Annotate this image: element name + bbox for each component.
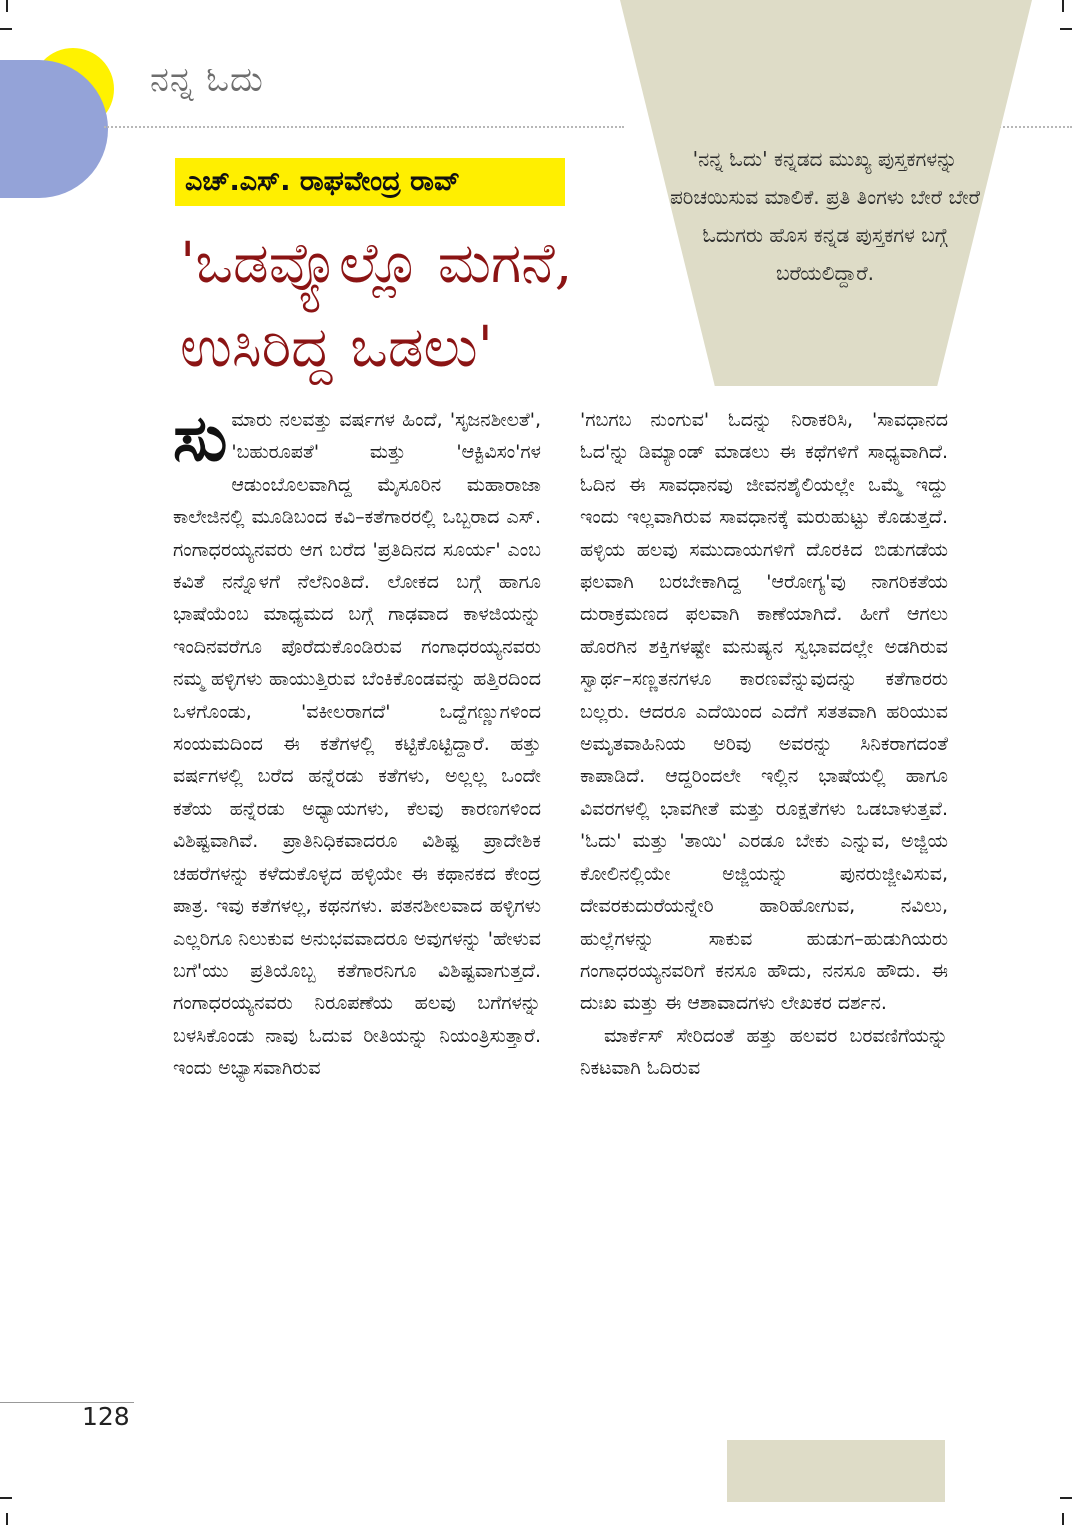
column-text: ಮಾರು ನಲವತ್ತು ವರ್ಷಗಳ ಹಿಂದೆ, 'ಸೃಜನಶೀಲತೆ', 'ಬಹುರೂಪತೆ' ಮತ್ತು 'ಆಕ್ಟಿವಿಸಂ'ಗಳ ಆಡುಂಬೊಲವಾಗಿದ್ದ ಮೈಸೂರಿನ ಮಹಾರಾಜಾ ಕಾಲೇಜಿನಲ್ಲಿ ಮೂಡಿಬಂದ ಕವಿ–ಕತೆಗಾರರಲ್ಲಿ ಒಬ್ಬರಾದ ಎಸ್. ಗಂಗಾಧರಯ್ಯನವರು ಆಗ ಬರೆದ 'ಪ್ರತಿದಿನದ ಸೂರ್ಯ' ಎಂಬ ಕವಿತೆ ನನ್ನೊಳಗೆ ನೆಲೆನಿಂತಿದೆ. ಲೋಕದ ಬಗ್ಗೆ ಹಾಗೂ ಭಾಷೆಯೆಂಬ ಮಾಧ್ಯಮದ ಬಗ್ಗೆ ಗಾಢವಾದ ಕಾಳಜಿಯನ್ನು ಇಂದಿನವರೆಗೂ ಪೊರೆದುಕೊಂಡಿರುವ ಗಂಗಾಧರಯ್ಯನವರು ನಮ್ಮ ಹಳ್ಳಿಗಳು ಹಾಯುತ್ತಿರುವ ಬೆಂಕಿಕೊಂಡವನ್ನು ಹತ್ತಿರದಿಂದ ಒಳಗೊಂಡು, 'ವಕೀಲರಾಗದೆ' ಒದ್ದೆಗಣ್ಣುಗಳಿಂದ ಸಂಯಮದಿಂದ ಈ ಕತೆಗಳಲ್ಲಿ ಕಟ್ಟಿಕೊಟ್ಟಿದ್ದಾರೆ. ಹತ್ತು ವರ್ಷಗಳಲ್ಲಿ ಬರೆದ ಹನ್ನೆರಡು ಕತೆಗಳು, ಅಲ್ಲಲ್ಲ ಒಂದೇ ಕತೆಯ ಹನ್ನೆರಡು ಅಧ್ಯಾಯಗಳು, ಕೆಲವು ಕಾರಣಗಳಿಂದ ವಿಶಿಷ್ಟವಾಗಿವೆ. ಪ್ರಾತಿನಿಧಿಕವಾದರೂ ವಿಶಿಷ್ಟ ಪ್ರಾದೇಶಿಕ ಚಹರೆಗಳನ್ನು ಕಳೆದುಕೊಳ್ಳದ ಹಳ್ಳಿಯೇ ಈ ಕಥಾನಕದ ಕೇಂದ್ರ ಪಾತ್ರ. ಇವು ಕತೆಗಳಲ್ಲ, ಕಥನಗಳು. ಪತನಶೀಲವಾದ ಹಳ್ಳಿಗಳು ಎಲ್ಲರಿಗೂ ನಿಲುಕುವ ಅನುಭವವಾದರೂ ಅವುಗಳನ್ನು 'ಹೇಳುವ ಬಗೆ'ಯು ಪ್ರತಿಯೊಬ್ಬ ಕತೆಗಾರನಿಗೂ ವಿಶಿಷ್ಟವಾಗುತ್ತದೆ. ಗಂಗಾಧರಯ್ಯನವರು ನಿರೂಪಣೆಯ ಹಲವು ಬಗೆಗಳನ್ನು ಬಳಸಿಕೊಂಡು ನಾವು ಓದುವ ರೀತಿಯನ್ನು ನಿಯಂತ್ರಿಸುತ್ತಾರೆ. ಇಂದು ಅಭ್ಯಾಸವಾಗಿರುವ (173, 409, 541, 1080)
paragraph: 'ಗಬಗಬ ನುಂಗುವ' ಓದನ್ನು ನಿರಾಕರಿಸಿ, 'ಸಾವಧಾನದ ಓದ'ನ್ನು ಡಿಮ್ಯಾಂಡ್ ಮಾಡಲು ಈ ಕಥೆಗಳಿಗೆ ಸಾಧ್ಯವಾಗಿದೆ. ಓದಿನ ಈ ಸಾವಧಾನವು ಜೀವನಶೈಲಿಯಲ್ಲೇ ಒಮ್ಮೆ ಇದ್ದು ಇಂದು ಇಲ್ಲವಾಗಿರುವ ಸಾವಧಾನಕ್ಕೆ ಮರುಹುಟ್ಟು ಕೊಡುತ್ತದೆ. ಹಳ್ಳಿಯ ಹಲವು ಸಮುದಾಯಗಳಿಗೆ ದೊರಕಿದ ಬಿಡುಗಡೆಯ ಫಲವಾಗಿ ಬರಬೇಕಾಗಿದ್ದ 'ಆರೋಗ್ಯ'ವು ನಾಗರಿಕತೆಯ ದುರಾಕ್ರಮಣದ ಫಲವಾಗಿ ಕಾಣೆಯಾಗಿದೆ. ಹೀಗೆ ಆಗಲು ಹೊರಗಿನ ಶಕ್ತಿಗಳಷ್ಟೇ ಮನುಷ್ಯನ ಸ್ವಭಾವದಲ್ಲೇ ಅಡಗಿರುವ ಸ್ವಾರ್ಥ–ಸಣ್ಣತನಗಳೂ ಕಾರಣವೆನ್ನುವುದನ್ನು ಕತೆಗಾರರು ಬಲ್ಲರು. ಆದರೂ ಎದೆಯಿಂದ ಎದೆಗೆ ಸತತವಾಗಿ ಹರಿಯುವ ಅಮೃತವಾಹಿನಿಯ ಅರಿವು ಅವರನ್ನು ಸಿನಿಕರಾಗದಂತೆ ಕಾಪಾಡಿದೆ. ಆದ್ದರಿಂದಲೇ ಇಲ್ಲಿನ ಭಾಷೆಯಲ್ಲಿ ಹಾಗೂ ವಿವರಗಳಲ್ಲಿ ಭಾವಗೀತೆ ಮತ್ತು ರೂಕ್ಷತೆಗಳು ಒಡಬಾಳುತ್ತವೆ. 'ಓದು' ಮತ್ತು 'ತಾಯಿ' ಎರಡೂ ಬೇಕು ಎನ್ನುವ, ಅಜ್ಜಿಯ ಕೋಲಿನಲ್ಲಿಯೇ ಅಜ್ಜಿಯನ್ನು ಪುನರುಜ್ಜೀವಿಸುವ, ದೇವರಕುದುರೆಯನ್ನೇರಿ ಹಾರಿಹೋಗುವ, ನವಿಲು, ಹುಲ್ಲೆಗಳನ್ನು ಸಾಕುವ ಹುಡುಗ–ಹುಡುಗಿಯರು ಗಂಗಾಧರಯ್ಯನವರಿಗೆ ಕನಸೂ ಹೌದು, ನನಸೂ ಹೌದು. ಈ ದುಃಖ ಮತ್ತು ಈ ಆಶಾವಾದಗಳು ಲೇಖಕರ ದರ್ಶನ. (580, 409, 948, 1015)
dotted-divider (104, 126, 624, 128)
crop-mark (6, 0, 8, 12)
crop-mark (0, 28, 12, 30)
article-column-right (580, 404, 948, 1085)
author-name: ಎಚ್.ಎಸ್. ರಾಘವೇಂದ್ರ ರಾವ್ (185, 166, 461, 197)
headline-line: 'ಒಡವ್ಯೊಲ್ಲೊ ಮಗನೆ, (180, 231, 573, 296)
article-column-left (173, 404, 541, 1085)
paragraph: ಮಾರ್ಕೆಸ್ ಸೇರಿದಂತೆ ಹತ್ತು ಹಲವರ ಬರವಣಿಗೆಯನ್ನು ನಿಕಟವಾಗಿ ಓದಿರುವ (580, 1024, 948, 1080)
page-number: 128 (82, 1402, 130, 1431)
drop-cap: ಸು (173, 402, 228, 476)
headline-line: ಉಸಿರಿದ್ದ ಒಡಲು' (180, 315, 494, 380)
crop-mark (1062, 0, 1064, 12)
crop-mark (0, 1497, 12, 1499)
crop-mark (1060, 1497, 1072, 1499)
crop-mark (1062, 1513, 1064, 1525)
article-headline (180, 222, 640, 390)
decorative-footer-box (727, 1440, 945, 1502)
intro-text: 'ನನ್ನ ಓದು' ಕನ್ನಡದ ಮುಖ್ಯ ಪುಸ್ತಕಗಳನ್ನು ಪರಿಚಯಿಸುವ ಮಾಲಿಕೆ. ಪ್ರತಿ ತಿಂಗಳು ಬೇರೆ ಬೇರೆ ಓದುಗರು ಹೊಸ ಕನ್ನಡ ಪುಸ್ತಕಗಳ ಬಗ್ಗೆ ಬರೆಯಲಿದ್ದಾರೆ. (669, 147, 981, 285)
crop-mark (1060, 28, 1072, 30)
crop-mark (6, 1513, 8, 1525)
section-title: ನನ್ನ ಓದು (150, 60, 264, 100)
